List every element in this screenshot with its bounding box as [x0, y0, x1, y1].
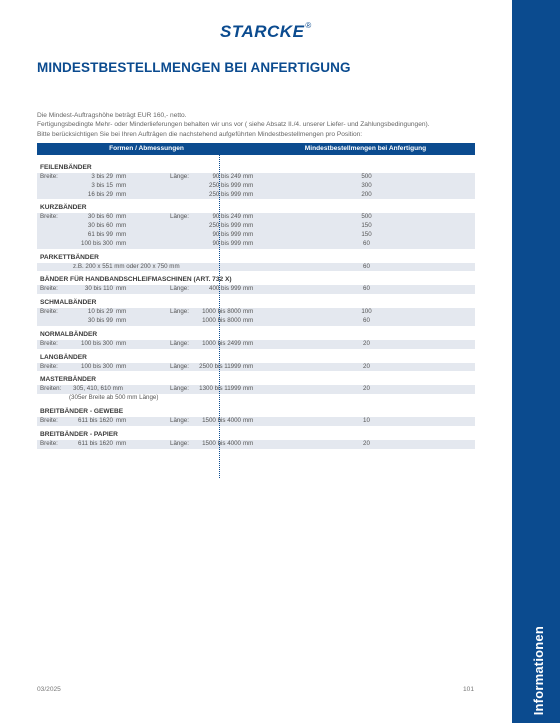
column-header-min-quantity: Mindestbestellmengen bei Anfertigung [304, 145, 427, 152]
page-number: 101 [463, 686, 475, 693]
length-unit: mm [243, 316, 254, 324]
table-row [37, 191, 475, 200]
table-section [37, 275, 475, 294]
width-label: Breite: [40, 362, 58, 370]
section-title: KURZBÄNDER [40, 204, 87, 212]
width-unit: mm [116, 230, 127, 238]
table-row [37, 363, 475, 372]
width-label: Breite: [40, 173, 58, 180]
width-unit: mm [116, 416, 127, 424]
length-range: 1000 bis 8000 [202, 316, 241, 324]
min-quantity: 300 [361, 181, 372, 189]
length-label: Länge: [170, 439, 189, 447]
min-quantity: 20 [363, 385, 370, 393]
page-title: MINDESTBESTELLMENGEN BEI ANFERTIGUNG [37, 60, 351, 75]
width-range: 100 bis 300 [81, 239, 113, 247]
min-quantity: 500 [361, 213, 372, 221]
length-unit: mm [243, 308, 254, 316]
width-unit: mm [116, 316, 127, 324]
width-range: 16 bis 29 [87, 190, 113, 198]
min-quantity: 20 [363, 362, 370, 370]
width-range: 10 bis 29 [87, 308, 113, 316]
length-unit: mm [243, 181, 254, 189]
column-header-dimensions: Formen / Abmessungen [109, 145, 184, 152]
table-section [37, 353, 475, 372]
length-unit: mm [243, 285, 254, 293]
min-quantity: 10 [363, 416, 370, 424]
min-quantity: 60 [363, 239, 370, 247]
length-unit: mm [243, 416, 254, 424]
length-unit: mm [243, 222, 254, 230]
min-quantity: 60 [363, 285, 370, 293]
length-unit: mm [243, 362, 254, 370]
min-quantity: 60 [363, 262, 370, 270]
length-label: Länge: [170, 339, 189, 347]
width-unit: mm [116, 181, 127, 189]
table-section [37, 253, 475, 272]
table-section [37, 375, 475, 403]
length-label: Länge: [170, 416, 189, 424]
table-row [37, 263, 475, 272]
min-quantity: 100 [361, 308, 372, 316]
table-row [37, 394, 475, 403]
width-unit: mm [116, 285, 127, 293]
width-range: 100 bis 300 [81, 339, 113, 347]
width-range: 611 bis 1620 [78, 416, 113, 424]
length-range: 90 bis 249 [212, 213, 241, 221]
table-row [37, 231, 475, 240]
intro-line: Die Mindest-Auftragshöhe beträgt EUR 160,- netto. [37, 112, 187, 119]
length-range: 250 bis 999 [209, 181, 241, 189]
width-label: Breite: [40, 308, 58, 316]
width-unit: mm [116, 339, 127, 347]
width-label: Breite: [40, 416, 58, 424]
width-label: Breite: [40, 439, 58, 447]
length-label: Länge: [170, 385, 189, 393]
length-range: 250 bis 999 [209, 222, 241, 230]
width-range: 3 bis 15 [91, 181, 113, 189]
table-row [37, 285, 475, 294]
column-divider [219, 143, 220, 478]
dimension-note: (305er Breite ab 500 mm Länge) [69, 394, 159, 402]
width-range: 30 bis 60 [87, 213, 113, 221]
registered-mark: ® [305, 21, 312, 31]
side-tab-label: Informationen [531, 625, 546, 715]
length-range: 90 bis 249 [212, 173, 241, 180]
width-range: 30 bis 99 [87, 316, 113, 324]
intro-line: Bitte berücksichtigen Sie bei Ihren Aufträgen die nachstehend aufgeführten Mindestbestellmengen pro Position: [37, 130, 363, 138]
min-quantity: 150 [361, 230, 372, 238]
length-range: 1300 bis 11999 [199, 385, 241, 393]
side-tab [512, 0, 560, 723]
width-unit: mm [116, 308, 127, 316]
section-title: FEILENBÄNDER [40, 164, 92, 171]
length-unit: mm [243, 213, 254, 221]
length-range: 2500 bis 11999 [199, 362, 241, 370]
length-label: Länge: [170, 308, 189, 316]
table-row [37, 222, 475, 231]
length-range: 1000 bis 8000 [202, 308, 241, 316]
section-title: BÄNDER FÜR HANDBANDSCHLEIFMASCHINEN (ART. 732 X) [40, 276, 232, 284]
table-section [37, 203, 475, 248]
order-quantity-table [37, 143, 475, 449]
section-title: BREITBÄNDER - PAPIER [40, 430, 118, 438]
table-row [37, 213, 475, 222]
length-unit: mm [243, 339, 254, 347]
table-section [37, 163, 475, 199]
width-range: 30 bis 60 [87, 222, 113, 230]
min-quantity: 150 [361, 222, 372, 230]
width-unit: mm [116, 190, 127, 198]
brand-logo [220, 22, 312, 42]
min-quantity: 500 [361, 173, 372, 180]
length-unit: mm [243, 230, 254, 238]
table-row [37, 417, 475, 426]
table-row [37, 385, 475, 394]
table-row [37, 440, 475, 449]
width-range: 3 bis 29 [91, 173, 113, 180]
table-section [37, 330, 475, 349]
length-unit: mm [243, 239, 254, 247]
table-row [37, 340, 475, 349]
table-row [37, 240, 475, 249]
width-label: Breite: [40, 339, 58, 347]
width-unit: mm [116, 173, 127, 180]
length-label: Länge: [170, 173, 189, 180]
length-range: 90 bis 999 [212, 239, 241, 247]
length-range: 400 bis 999 [209, 285, 241, 293]
length-label: Länge: [170, 362, 189, 370]
length-label: Länge: [170, 285, 189, 293]
dimension-text: 305, 410, 610 mm [73, 385, 123, 393]
length-range: 1500 bis 4000 [202, 439, 241, 447]
table-section [37, 430, 475, 449]
width-label: Breite: [40, 285, 58, 293]
length-unit: mm [243, 173, 254, 180]
table-row [37, 182, 475, 191]
width-unit: mm [116, 213, 127, 221]
table-section [37, 407, 475, 426]
intro-line: Fertigungsbedingte Mehr- oder Minderlieferungen behalten wir uns vor ( siehe Absatz II./4. unserer Liefer- und Zahlungsbedingungen). [37, 121, 430, 129]
width-range: 611 bis 1620 [78, 439, 113, 447]
width-range: 30 bis 110 [84, 285, 113, 293]
length-unit: mm [243, 439, 254, 447]
length-range: 1500 bis 4000 [202, 416, 241, 424]
length-range: 90 bis 999 [212, 230, 241, 238]
length-label: Länge: [170, 213, 189, 221]
width-label: Breite: [40, 213, 58, 221]
section-title: MASTERBÄNDER [40, 376, 97, 384]
brand-name: STARCKE [220, 22, 305, 41]
table-row [37, 173, 475, 182]
width-label: Breiten: [40, 385, 62, 393]
min-quantity: 20 [363, 439, 370, 447]
table-section [37, 298, 475, 326]
length-range: 250 bis 999 [209, 190, 241, 198]
width-unit: mm [116, 362, 127, 370]
intro-text [37, 111, 467, 139]
section-title: BREITBÄNDER - GEWEBE [40, 407, 124, 415]
min-quantity: 60 [363, 316, 370, 324]
width-unit: mm [116, 222, 127, 230]
width-range: 100 bis 300 [81, 362, 113, 370]
min-quantity: 20 [363, 339, 370, 347]
section-title: PARKETTBÄNDER [40, 253, 99, 261]
width-range: 61 bis 99 [87, 230, 113, 238]
width-unit: mm [116, 239, 127, 247]
length-range: 1000 bis 2499 [202, 339, 241, 347]
section-title: LANGBÄNDER [40, 353, 87, 361]
width-unit: mm [116, 439, 127, 447]
footer-date: 03/2025 [37, 686, 61, 693]
dimension-text: z.B. 200 x 551 mm oder 200 x 750 mm [73, 262, 180, 270]
table-row [37, 308, 475, 317]
table-header [37, 143, 475, 155]
section-title: NORMALBÄNDER [40, 330, 98, 338]
length-unit: mm [243, 190, 254, 198]
length-unit: mm [243, 385, 254, 393]
table-row [37, 317, 475, 326]
min-quantity: 200 [361, 190, 372, 198]
section-title: SCHMALBÄNDER [40, 299, 97, 307]
